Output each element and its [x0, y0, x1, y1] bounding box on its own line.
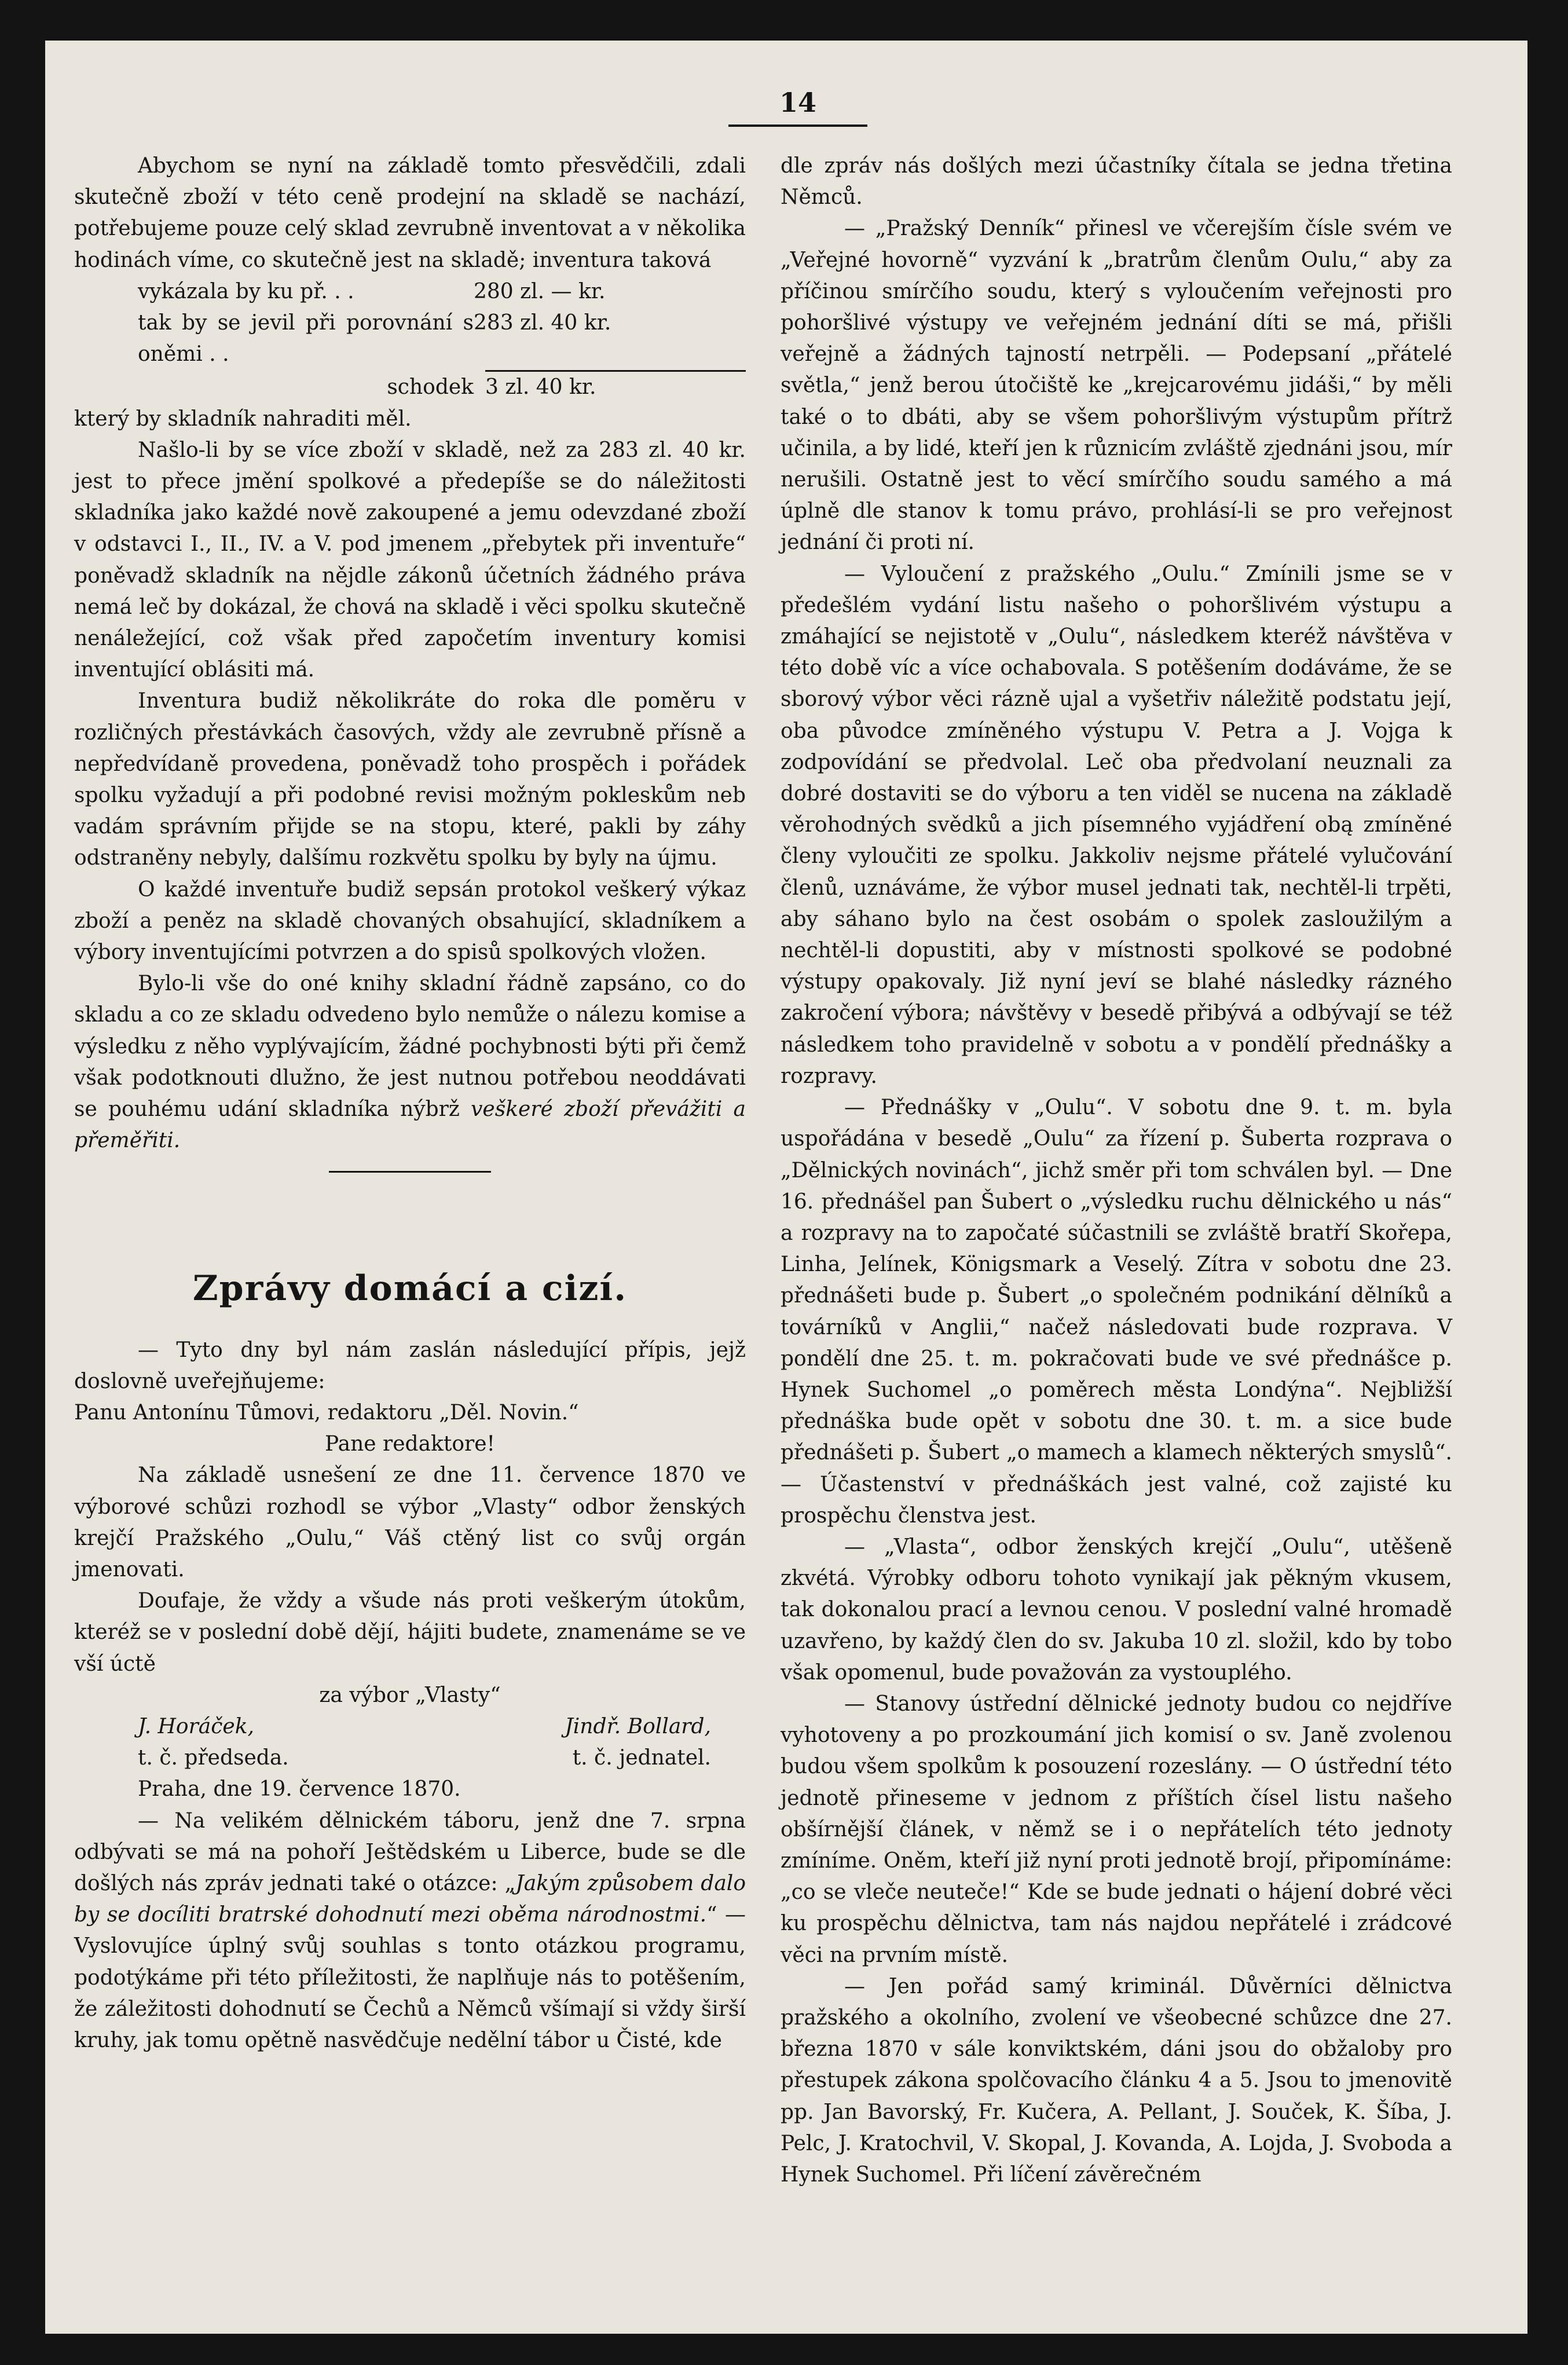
signature-right-name: Jindř. Bollard,: [565, 1714, 711, 1738]
ledger-amount: 280 zl. — kr.: [474, 279, 606, 303]
paragraph: O každé inventuře budiž sepsán protokol veškerý výkaz zboží a peněz na skladě chovaných obsahující, skladníkem a výbory inventujícími potvrzen a do spisů spolkových vložen.: [74, 877, 746, 965]
ledger-label: tak by se jevil při porovnání s oněmi . .: [138, 311, 474, 367]
right-column: [781, 151, 1452, 2191]
ledger-amount: 3 zl. 40 kr.: [485, 370, 746, 403]
paragraph-italic: veškeré zboží převážiti a přeměřiti.: [74, 1097, 746, 1153]
paragraph: Inventura budiž několikráte do roka dle poměru v rozličných přestávkách časových, vždy ale zevrubně přísně a nepředvídaně provedena, poněvadž toho prospěch i pořádek spolku vyžadují a při podobné revisi možným pokleskům neb vadám správním přijde se na stopu, které, pakli by záhy odstraněny nebyly, dalšímu rozkvětu spolku by byly na újmu.: [74, 689, 746, 870]
paragraph-text: Bylo-li vše do oné knihy skladní řádně zapsáno, co do skladu a co ze skladu odvedeno bylo nemůže o nálezu komise a výsledku z něho vyplývajícím, žádné pochybnosti býti při čemž však podotknouti dlužno, že jest nutnou potřebou neoddávati se pouhému udání skladníka nýbrž: [74, 972, 746, 1122]
place-date: Praha, dne 19. července 1870.: [138, 1777, 461, 1802]
paragraph: Na základě usnešení ze dne 11. července 1870 ve výborové schůzi rozhodl se výbor „Vlasty“ odbor ženských krejčí Pražského „Oulu,“ Váš ctěný list co svůj orgán jmenovati.: [74, 1463, 746, 1581]
ledger-row: [74, 307, 746, 370]
ledger-amount: 283 zl. 40 kr.: [474, 311, 611, 335]
paragraph: dle zpráv nás došlých mezi účastníky čítala se jedna třetina Němců.: [781, 154, 1452, 210]
signature-names: [74, 1711, 746, 1742]
header-rule: [728, 125, 867, 127]
paragraph: — Přednášky v „Oulu“. V sobotu dne 9. t. m. byla uspořádána v besedě „Oulu“ za řízení p. Šuberta rozprava o „Dělnických novinách“, jichž směr při tom schválen byl. — Dne 16. přednášel pan Šubert o „výsledku ruchu dělnického u nás“ a rozpravy na to započaté súčastnili se zvláště bratří Skořepa, Linha, Jelínek, Königsmark a Veselý. Zítra v sobotu dne 23. přednášeti bude p. Šubert „o společném podnikání dělníků a továrníků v Anglii,“ načež následovati bude rozprava. V pondělí dne 25. t. m. pokračovati bude ve své přednášce p. Hynek Suchomel „o poměrech města Londýna“. Nejbližší přednáška bude opět v sobotu dne 30. t. m. a sice bude přednášeti p. Šubert „o mamech a klamech některých smyslů“. — Účastenství v přednáškách jest valné, což zajisté ku prospěchu členstva jest.: [781, 1096, 1452, 1528]
ledger-label: vykázala by ku př. . .: [138, 279, 354, 303]
paragraph: Našlo-li by se více zboží v skladě, než za 283 zl. 40 kr. jest to přece jmění spolkové a předepíše se do náležitosti skladníka jako každé nově zakoupené a jemu odevzdané zboží v odstavci I., II., IV. a V. pod jmenem „přebytek při inventuře“ poněvadž skladník na nějdle zákonů účetních žádného práva nemá leč by dokázal, že chová na skladě i věci spolku skutečně nenáležející, což však před započetím inventury komisi inventující oblásiti má.: [74, 438, 746, 682]
paragraph: — „Pražský Denník“ přinesl ve včerejším čísle svém ve „Veřejné hovorně“ vyzvání k „bratrům členům Oulu,“ aby za příčinou smírčího soudu, který s vyloučením veřejnosti pro pohoršlivé výstupy ve veřejném jednání díti se má, přišli veřejně a žádných tajností netrpěli. — Podepsaní „přátelé světla,“ jenž berou útočiště ke „krejcarovému jidáši,“ by měli také o to dbáti, aby se všem pohoršlivým výstupům přítrž učinila, a by lidé, kteří jen k různicím zvláště zjednáni jsou, mír nerušili. Ostatně jest to věcí smírčího soudu samého a má úplně dle stanov k tomu právo, prohlásí-li se pro veřejnost jednání či proti ní.: [781, 217, 1452, 555]
paragraph: — „Vlasta“, odbor ženských krejčí „Oulu“, utěšeně zkvétá. Výrobky odboru tohoto vynikají jak pěkným vkusem, tak dokonalou prací a levnou cenou. V poslední valné hromadě uzavřeno, by každý člen do sv. Jakuba 10 zl. složil, kdo by tobo však opomenul, bude považován za vystouplého.: [781, 1535, 1452, 1685]
section-heading: Zprávy domácí a cizí.: [192, 1268, 628, 1309]
letter-signoff: za výbor „Vlasty“: [319, 1683, 501, 1707]
paragraph: — Tyto dny byl nám zaslán následující přípis, jejž doslovně uveřejňujeme:: [74, 1338, 746, 1393]
paragraph: — Stanovy ústřední dělnické jednoty budou co nejdříve vyhotoveny a po prozkoumání jich komisí o sv. Janě zvolenou budou všem spolkům k posouzení rozeslány. — O ústřední této jednotě přineseme v jednom z příštích čísel listu našeho obšírnější článek, v němž se i o nepřátelích této jednoty zmíníme. Oněm, kteří již nyní proti jednotě brojí, připomínáme: „co se vleče neuteče!“ Kde se bude jednati o hájení dobré věci ku prospěchu dělnictva, tam nás najdou nepřátelé i zrádcové věci na prvním místě.: [781, 1692, 1452, 1967]
signature-titles: [74, 1742, 746, 1774]
paragraph-text: — Na velikém dělnickém táboru, jenž dne 7. srpna odbývati se má na pohoří Ještědském u Liberce, bude se dle došlých nás zpráv jednati také o otázce:: [74, 1808, 746, 1895]
section-divider: [329, 1171, 491, 1173]
newspaper-page: [45, 41, 1527, 2334]
signature-left-title: t. č. předseda.: [138, 1746, 289, 1770]
paragraph: — Vyloučení z pražského „Oulu.“ Zmínili jsme se v předešlém vydání listu našeho o pohoršlivém výstupu a zmáhající se nejistotě v „Oulu“, následkem kteréž návštěva v této době víc a více ochabovala. S potěšením dodáváme, že se sborový výbor věci rázně ujal a vyšetřiv náležitě podstatu její, oba původce zmíněného výstupu V. Petra a J. Vojga k zodpovídání se předvolal. Leč oba předvolaní neuznali za dobré dostaviti se do výboru a ten viděl se nucena na základě věrohodných svědků a jich písemného vyjádření obą zmíněné členy vyloučiti ze spolku. Jakkoliv nejsme přátelé vylučování členů, uznáváme, že výbor musel jednati tak, nechtěl-li trpěti, aby sáhano bylo na čest osobám o spolek zasloužilým a nechtěl-li dopustiti, aby v místnosti spolkové se podobné výstupy opakovaly. Již nyní jeví se blahé následky rázného zakročení výbora; návštěvy v besedě přibývá a odbývají se též následkem toho pravidelně v sobotu a v pondělí přednášky a rozpravy.: [781, 562, 1452, 1088]
paragraph-italic: Jakým způsobem dalo by se docíliti bratrské dohodnutí mezi oběma národnostmi.: [74, 1871, 746, 1927]
paragraph: — Na velikém dělnickém táboru, jenž dne 7. srpna odbývati se má na pohoří Ještědském u Liberce, bude se dle došlých nás zpráv jednati také o otázce: „Jakým způsobem dalo by se docíliti bratrské dohodnutí mezi oběma národnostmi.“ — Vyslovujíce úplný svůj souhlas s tonto otázkou programu, podotýkáme při této příležitosti, že naplňuje nás to potěšením, že záležitosti dohodnutí se Čechů a Němců všímají si vždy širší kruhy, jak tomu opětně nasvědčuje nedělní tábor u Čisté, kde: [74, 1808, 746, 2052]
paragraph: který by skladník nahraditi měl.: [74, 407, 412, 431]
inventory-ledger: [74, 276, 746, 404]
left-column: [74, 151, 746, 2056]
ledger-row: [74, 276, 746, 307]
paragraph: [74, 968, 746, 1156]
signature-right-title: t. č. jednatel.: [572, 1746, 711, 1770]
paragraph: Doufaje, že vždy a všude nás proti veškerým útokům, kteréž se v poslední době dějí, hájiti budete, znamenáme se ve vší úctě: [74, 1589, 746, 1676]
signature-left-name: J. Horáček,: [138, 1714, 254, 1738]
paragraph: Abychom se nyní na základě tomto přesvědčili, zdali skutečně zboží v této ceně prodejní na skladě se nachází, potřebujeme pouze celý sklad zevrubně inventovat a v několika hodinách víme, co skutečně jest na skladě; inventura taková: [74, 154, 746, 272]
page-number: 14: [779, 87, 816, 118]
ledger-row: [74, 370, 746, 403]
paragraph-text: “ — Vyslovujíce úplný svůj souhlas s tonto otázkou programu, podotýkáme při této příležitosti, že naplňuje nás to potěšením, že záležitosti dohodnutí se Čechů a Němců všímají si vždy širší kruhy, jak tomu opětně nasvědčuje nedělní tábor u Čisté, kde: [74, 1903, 746, 2052]
letter-salutation: Pane redaktore!: [325, 1432, 495, 1456]
letter-addressee: Panu Antonínu Tůmovi, redaktoru „Děl. Novin.“: [74, 1400, 579, 1425]
paragraph: — Jen pořád samý kriminál. Důvěrníci dělnictva pražského a okolního, zvolení ve všeobecné schůzce dne 27. března 1870 v sále konviktském, dáni jsou do obžaloby pro přestupek zákona spolčovacího článku 4 a 5. Jsou to jmenovitě pp. Jan Bavorský, Fr. Kučera, A. Pellant, J. Souček, K. Šíba, J. Pelc, J. Kratochvil, V. Skopal, J. Kovanda, A. Lojda, J. Svoboda a Hynek Suchomel. Při líčení závěrečném: [781, 1974, 1452, 2187]
ledger-label: schodek: [387, 375, 474, 400]
